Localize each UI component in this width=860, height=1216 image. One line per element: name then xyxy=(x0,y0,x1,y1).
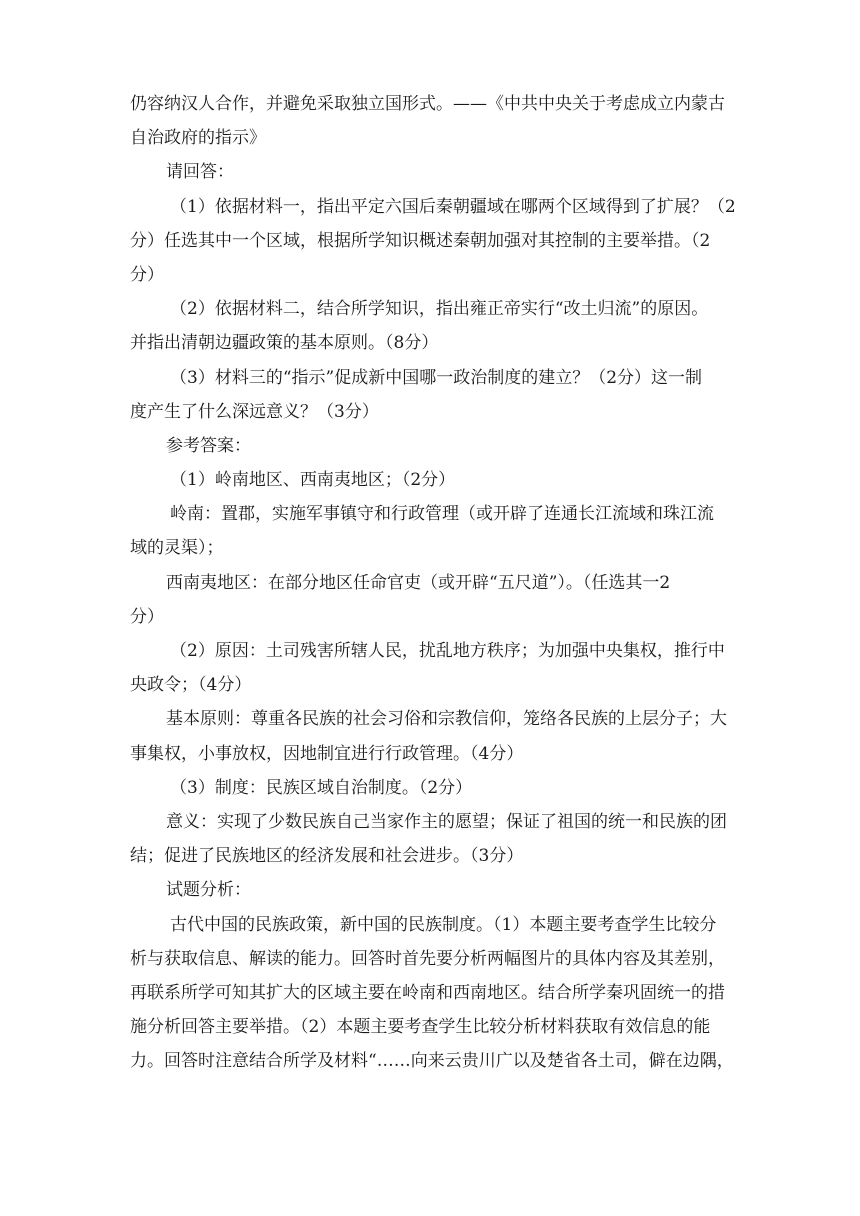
analysis-paragraph: 古代中国的民族政策，新中国的民族制度。（1）本题主要考查学生比较分 xyxy=(170,914,717,935)
analysis-paragraph-cont: 析与获取信息、解读的能力。回答时首先要分析两幅图片的具体内容及其差别， xyxy=(130,948,725,969)
analysis-heading: 试题分析： xyxy=(166,880,251,901)
answer-2-reason: （2）原因：土司残害所辖人民，扰乱地方秩序；为加强中央集权，推行中 xyxy=(170,641,725,661)
text-line: 仍容纳汉人合作，并避免采取独立国形式。——《中共中央关于考虑成立内蒙古 xyxy=(130,94,725,114)
answer-heading: 参考答案： xyxy=(166,435,251,456)
analysis-paragraph-cont: 施分析回答主要举措。（2）本题主要考查学生比较分析材料获取有效信息的能 xyxy=(130,1017,711,1038)
question-3-cont: 度产生了什么深远意义？（3分） xyxy=(130,401,379,422)
analysis-paragraph-cont: 力。回答时注意结合所学及材料“……向来云贵川广以及楚省各土司，僻在边隅， xyxy=(130,1051,734,1072)
question-1: （1）依据材料一，指出平定六国后秦朝疆域在哪两个区域得到了扩展？（2 xyxy=(170,196,736,217)
answer-1-xinanyi: 西南夷地区：在部分地区任命官吏（或开辟“五尺道”）。（任选其一2 xyxy=(166,572,671,593)
document-body xyxy=(130,87,736,1078)
question-2-cont: 并指出清朝边疆政策的基本原则。（8分） xyxy=(130,333,439,354)
answer-1-xinanyi-cont: 分） xyxy=(130,606,164,627)
analysis-paragraph-cont: 再联系所学可知其扩大的区域主要在岭南和西南地区。结合所学秦巩固统一的措 xyxy=(130,982,725,1003)
answer-3-system: （3）制度：民族区域自治制度。（2分） xyxy=(170,777,473,798)
question-1-cont: 分）任选其中一个区域，根据所学知识概述秦朝加强对其控制的主要举措。（2 xyxy=(130,230,711,251)
question-2: （2）依据材料二，结合所学知识，指出雍正帝实行“改土归流”的原因。 xyxy=(170,299,709,320)
prompt-label: 请回答： xyxy=(166,162,234,183)
answer-1: （1）岭南地区、西南夷地区；（2分） xyxy=(170,470,456,491)
text-line: 自治政府的指示》 xyxy=(130,128,266,149)
answer-2-reason-cont: 央政令；（4分） xyxy=(130,675,252,696)
question-1-cont: 分） xyxy=(130,264,164,285)
answer-1-lingnan: 岭南：置郡，实施军事镇守和行政管理（或开辟了连通长江流域和珠江流 xyxy=(170,504,714,525)
answer-3-significance-cont: 结；促进了民族地区的经济发展和社会进步。（3分） xyxy=(130,846,524,867)
answer-1-lingnan-cont: 域的灵渠）； xyxy=(130,538,224,559)
answer-2-principle: 基本原则：尊重各民族的社会习俗和宗教信仰，笼络各民族的上层分子；大 xyxy=(166,709,727,730)
answer-3-significance: 意义：实现了少数民族自己当家作主的愿望；保证了祖国的统一和民族的团 xyxy=(166,811,727,832)
answer-2-principle-cont: 事集权，小事放权，因地制宜进行行政管理。（4分） xyxy=(130,743,524,764)
question-3: （3）材料三的“指示”促成新中国哪一政治制度的建立？（2分）这一制 xyxy=(170,367,703,388)
